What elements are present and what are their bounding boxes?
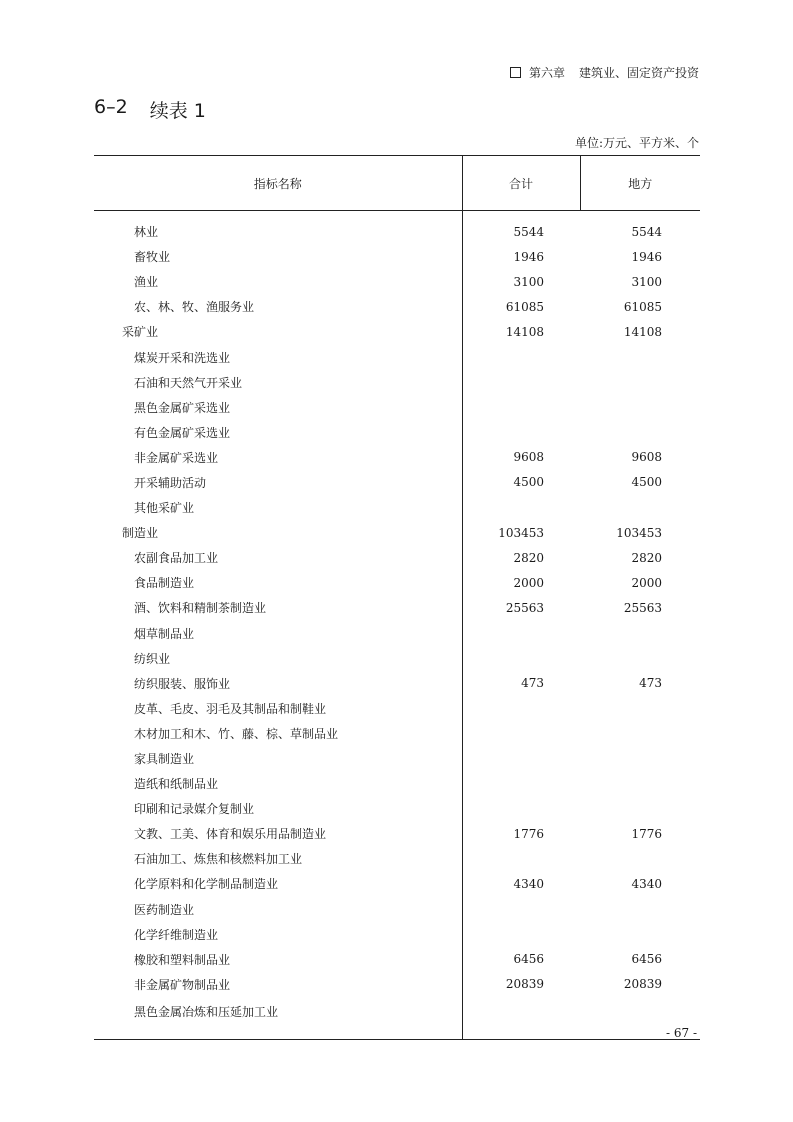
table-row xyxy=(94,370,700,395)
local-value-cell xyxy=(580,721,700,746)
total-value-cell xyxy=(462,721,580,746)
indicator-name-cell: 家具制造业 xyxy=(134,752,195,767)
local-value-cell: 9608 xyxy=(631,450,662,465)
indicator-name-cell: 采矿业 xyxy=(122,325,159,340)
column-header-local: 地方 xyxy=(580,156,700,211)
indicator-name-cell: 印刷和记录媒介复制业 xyxy=(134,802,255,817)
table-row xyxy=(94,972,700,997)
local-value-cell: 3100 xyxy=(631,274,662,289)
local-value-cell xyxy=(580,621,700,646)
local-value-cell xyxy=(580,395,700,420)
local-value-cell: 6456 xyxy=(631,952,662,967)
indicator-name-cell: 畜牧业 xyxy=(134,250,171,265)
indicator-name-cell: 农副食品加工业 xyxy=(134,551,219,566)
total-value-cell xyxy=(462,395,580,420)
indicator-name-cell: 制造业 xyxy=(122,526,159,541)
indicator-name-cell: 食品制造业 xyxy=(134,576,195,591)
statistics-table xyxy=(94,155,700,1040)
local-value-cell: 2000 xyxy=(631,575,662,590)
table-row xyxy=(94,420,700,445)
table-row xyxy=(94,344,700,369)
table-row xyxy=(94,570,700,595)
table-row xyxy=(94,395,700,420)
table-heading xyxy=(94,96,206,123)
local-value-cell xyxy=(580,420,700,445)
indicator-name-cell: 开采辅助活动 xyxy=(134,475,207,490)
indicator-name-cell: 煤炭开采和洗选业 xyxy=(134,350,231,365)
table-row xyxy=(94,545,700,570)
table-row xyxy=(94,671,700,696)
total-value-cell: 14108 xyxy=(462,319,580,344)
total-value-cell xyxy=(462,495,580,520)
indicator-name-cell: 渔业 xyxy=(134,275,159,290)
total-value-cell xyxy=(462,771,580,796)
table-row xyxy=(94,445,700,470)
table-row xyxy=(94,319,700,344)
page-number: - 67 - xyxy=(665,1026,697,1040)
table-row xyxy=(94,846,700,871)
unit-note: 单位:万元、平方米、个 xyxy=(574,136,699,150)
indicator-name-cell: 文教、工美、体育和娱乐用品制造业 xyxy=(134,827,327,842)
chapter-number: 第六章 xyxy=(528,66,565,80)
total-value-cell: 2820 xyxy=(462,545,580,570)
indicator-name-cell: 林业 xyxy=(134,225,159,240)
indicator-name-cell: 非金属矿物制品业 xyxy=(134,977,231,992)
total-value-cell xyxy=(462,621,580,646)
indicator-name-cell: 纺织服装、服饰业 xyxy=(134,676,231,691)
indicator-name-cell: 化学原料和化学制品制造业 xyxy=(134,877,279,892)
indicator-name-cell: 造纸和纸制品业 xyxy=(134,777,219,792)
total-value-cell: 2000 xyxy=(462,570,580,595)
indicator-name-cell: 酒、饮料和精制茶制造业 xyxy=(134,601,267,616)
total-value-cell: 5544 xyxy=(462,211,580,245)
total-value-cell xyxy=(462,796,580,821)
column-header-total: 合计 xyxy=(462,156,580,211)
chapter-title: 建筑业、固定资产投资 xyxy=(578,66,699,80)
table-header-row xyxy=(94,156,700,211)
square-icon xyxy=(510,67,521,78)
local-value-cell xyxy=(580,922,700,947)
table-row xyxy=(94,621,700,646)
local-value-cell: 14108 xyxy=(623,324,662,339)
indicator-name-cell: 黑色金属冶炼和压延加工业 xyxy=(94,997,462,1040)
table-body xyxy=(94,211,700,1040)
local-value-cell: 20839 xyxy=(623,977,662,992)
total-value-cell xyxy=(462,897,580,922)
local-value-cell: 1946 xyxy=(631,249,662,264)
indicator-name-cell: 石油加工、炼焦和核燃料加工业 xyxy=(134,852,303,867)
local-value-cell: 5544 xyxy=(631,224,662,239)
table-row xyxy=(94,244,700,269)
indicator-name-cell: 化学纤维制造业 xyxy=(134,927,219,942)
indicator-name-cell: 烟草制品业 xyxy=(134,626,195,641)
table-row xyxy=(94,871,700,896)
table-row xyxy=(94,470,700,495)
table-row xyxy=(94,897,700,922)
local-value-cell: 103453 xyxy=(616,525,662,540)
indicator-name-cell: 木材加工和木、竹、藤、棕、草制品业 xyxy=(134,726,339,741)
table-row xyxy=(94,520,700,545)
table-row xyxy=(94,746,700,771)
indicator-name-cell: 其他采矿业 xyxy=(134,501,195,516)
local-value-cell xyxy=(580,796,700,821)
table-row xyxy=(94,269,700,294)
local-value-cell xyxy=(580,846,700,871)
local-value-cell xyxy=(580,771,700,796)
table-row xyxy=(94,947,700,972)
indicator-name-cell: 皮革、毛皮、羽毛及其制品和制鞋业 xyxy=(134,701,327,716)
total-value-cell: 6456 xyxy=(462,947,580,972)
indicator-name-cell: 有色金属矿采选业 xyxy=(134,425,231,440)
table-row xyxy=(94,646,700,671)
table-row xyxy=(94,796,700,821)
table-row xyxy=(94,294,700,319)
total-value-cell: 1946 xyxy=(462,244,580,269)
running-header xyxy=(510,64,699,81)
local-value-cell: 2820 xyxy=(631,550,662,565)
table-row xyxy=(94,721,700,746)
table-row xyxy=(94,595,700,620)
table-row xyxy=(94,495,700,520)
local-value-cell xyxy=(580,746,700,771)
total-value-cell xyxy=(462,646,580,671)
indicator-name-cell: 纺织业 xyxy=(134,651,171,666)
total-value-cell: 20839 xyxy=(462,972,580,997)
total-value-cell: 4500 xyxy=(462,470,580,495)
table-row xyxy=(94,211,700,245)
local-value-cell xyxy=(580,495,700,520)
local-value-cell xyxy=(580,696,700,721)
total-value-cell: 103453 xyxy=(462,520,580,545)
total-value-cell xyxy=(462,846,580,871)
total-value-cell: 61085 xyxy=(462,294,580,319)
total-value-cell: 3100 xyxy=(462,269,580,294)
local-value-cell xyxy=(580,646,700,671)
total-value-cell: 1776 xyxy=(462,821,580,846)
total-value-cell xyxy=(462,746,580,771)
table-row xyxy=(94,696,700,721)
total-value-cell xyxy=(462,344,580,369)
table-row xyxy=(94,922,700,947)
local-value-cell: 25563 xyxy=(623,600,662,615)
total-value-cell xyxy=(462,696,580,721)
indicator-name-cell: 农、林、牧、渔服务业 xyxy=(134,300,255,315)
total-value-cell xyxy=(462,922,580,947)
table-row xyxy=(94,997,700,1040)
table-row xyxy=(94,771,700,796)
indicator-name-cell: 石油和天然气开采业 xyxy=(134,375,243,390)
indicator-name-cell: 医药制造业 xyxy=(134,902,195,917)
local-value-cell: 4340 xyxy=(631,876,662,891)
local-value-cell xyxy=(580,897,700,922)
total-value-cell: 9608 xyxy=(462,445,580,470)
indicator-name-cell: 非金属矿采选业 xyxy=(134,450,219,465)
indicator-name-cell: 橡胶和塑料制品业 xyxy=(134,952,231,967)
local-value-cell: 61085 xyxy=(623,299,662,314)
local-value-cell: 4500 xyxy=(631,475,662,490)
local-value-cell: 473 xyxy=(639,676,662,691)
table-title: 续表 1 xyxy=(149,100,206,122)
total-value-cell: 4340 xyxy=(462,871,580,896)
column-header-indicator: 指标名称 xyxy=(94,156,462,211)
table-row xyxy=(94,821,700,846)
total-value-cell: 473 xyxy=(462,671,580,696)
total-value-cell: 25563 xyxy=(462,595,580,620)
indicator-name-cell: 黑色金属矿采选业 xyxy=(134,400,231,415)
total-value-cell xyxy=(462,420,580,445)
total-value-cell xyxy=(462,997,580,1040)
local-value-cell: 1776 xyxy=(631,826,662,841)
table-number: 6–2 xyxy=(94,96,128,118)
total-value-cell xyxy=(462,370,580,395)
local-value-cell xyxy=(580,370,700,395)
local-value-cell xyxy=(580,344,700,369)
